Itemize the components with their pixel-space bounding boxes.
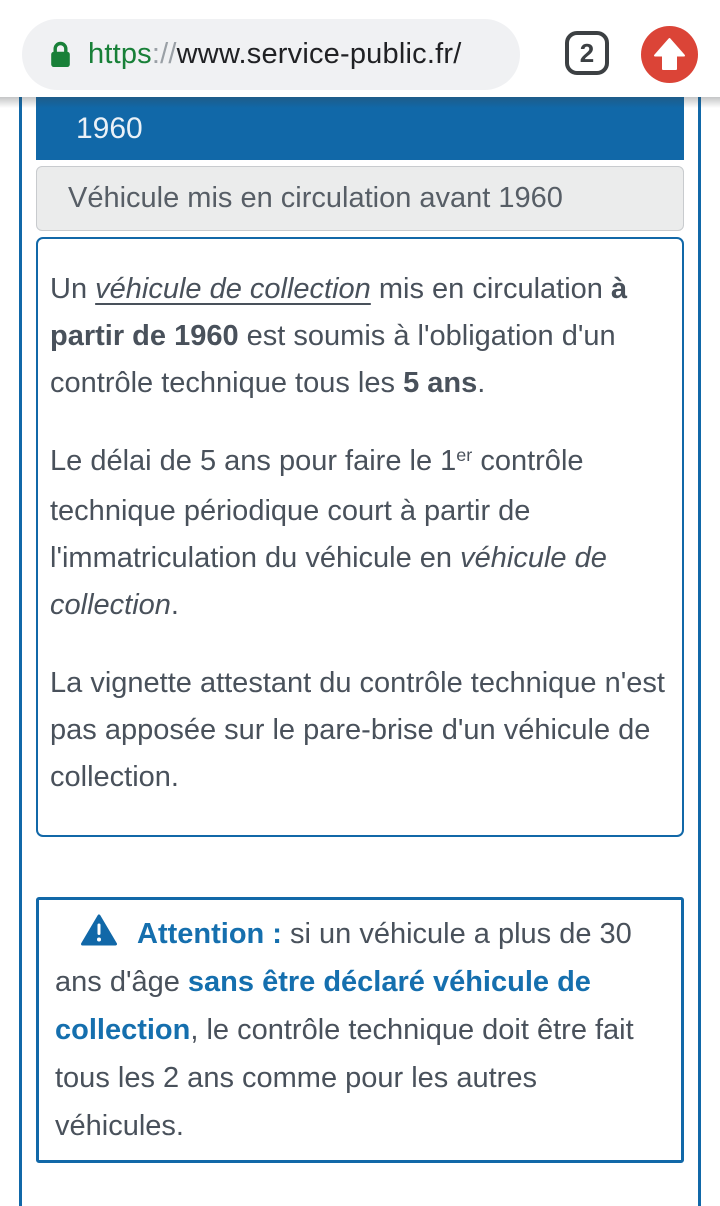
active-tab-header[interactable] [36, 97, 684, 160]
lock-icon[interactable] [48, 39, 73, 70]
paragraph-vignette [50, 660, 666, 801]
update-button[interactable] [641, 26, 698, 83]
text-run: contrôle technique périodique court à partir de l'immatriculation du véhicule en [50, 445, 584, 574]
text-run: mis en circulation [370, 273, 611, 305]
url-text [88, 38, 461, 71]
tab-counter-button[interactable] [565, 31, 609, 75]
inactive-tab-header[interactable] [36, 166, 684, 231]
text-run: si un véhicule a plus de 30 ans d'âge [55, 918, 632, 998]
text-run: sans être déclaré véhicule de collection [55, 966, 591, 1046]
paragraph-obligation [50, 266, 666, 407]
inactive-tab-label: Véhicule mis en circulation avant 1960 [68, 182, 563, 214]
active-tab-label: 1960 [76, 111, 143, 145]
text-run: https [88, 38, 152, 70]
text-run: Un [50, 273, 96, 305]
browser-bar [0, 0, 720, 97]
text-run: La vignette attestant du contrôle technique n'est pas apposée sur le pare-brise d'un véhicule de collection. [50, 667, 665, 793]
text-run: . [170, 589, 179, 621]
text-run: :// [151, 38, 177, 70]
vehicule-collection-link[interactable]: véhicule de collection [95, 273, 371, 305]
content-panel [36, 237, 684, 837]
text-run: er [456, 444, 473, 465]
warning-text [55, 910, 667, 1150]
text-run: est soumis à l'obligation d'un contrôle technique tous les [50, 320, 616, 399]
warning-runs [55, 918, 634, 1142]
warning-triangle-icon [68, 910, 117, 958]
paragraph-delai [50, 438, 666, 629]
text-run: Le délai de 5 ans pour faire le 1 [50, 445, 457, 477]
address-bar[interactable] [22, 19, 520, 90]
text-run: . [477, 367, 486, 399]
tab-count-label: 2 [579, 37, 595, 68]
warning-box [36, 897, 684, 1163]
text-run: véhicule de collection [50, 542, 607, 621]
text-run: Attention : [137, 918, 282, 950]
update-arrow-icon [641, 26, 698, 83]
text-run: à partir de 1960 [50, 273, 628, 352]
text-run: www.service-public.fr/ [176, 38, 462, 70]
text-run: 5 ans [403, 367, 478, 399]
text-run: , le contrôle technique doit être fait tous les 2 ans comme pour les autres véhicules. [55, 1014, 634, 1142]
